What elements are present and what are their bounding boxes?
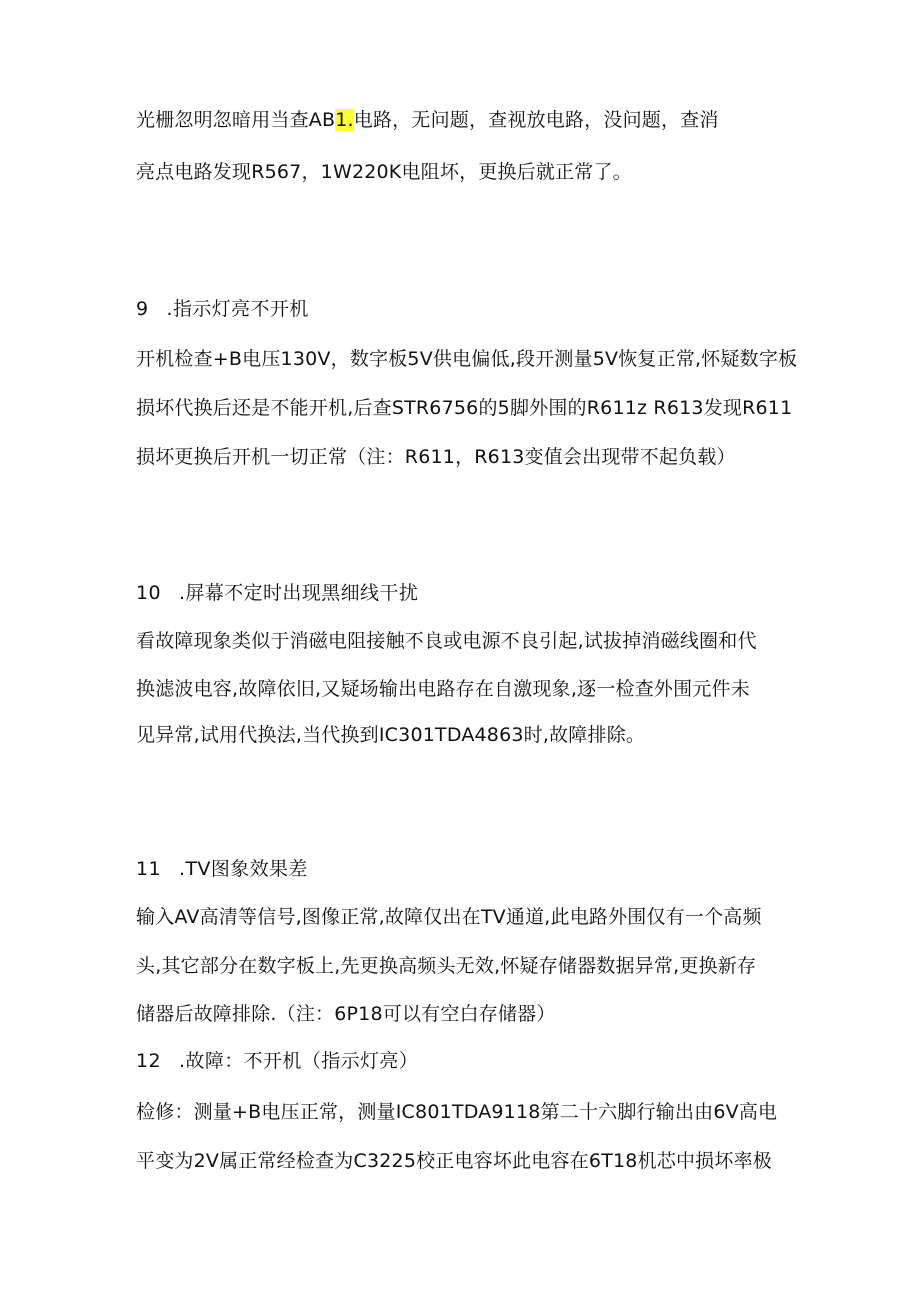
section-9-heading: [136, 296, 309, 322]
section-11-title: .TV图象效果差: [178, 858, 308, 880]
section-11-line-2: 头,其它部分在数字板上,先更换高频头无效,怀疑存储器数据异常,更换新存: [136, 955, 757, 977]
section-9-number: 9: [136, 298, 149, 320]
section-9-line-1: 开机检查+B电压130V，数字板5V供电偏低,段开测量5V恢复正常,怀疑数字板: [136, 348, 798, 370]
section-12-line-2: 平变为2V属正常经检查为C3225校正电容坏此电容在6T18机芯中损坏率极: [136, 1150, 772, 1172]
section-9-line-2: 损坏代换后还是不能开机,后查STR6756的5脚外围的R611z R613发现R611: [136, 397, 793, 419]
section-10-line-2: 换滤波电容,故障依旧,又疑场输出电路存在自激现象,逐一检查外围元件未: [136, 678, 750, 700]
highlighted-text: 1.: [335, 109, 354, 131]
section-10-heading: [136, 580, 418, 606]
section-12-line-1: 检修：测量+B电压正常，测量IC801TDA9118第二十六脚行输出由6V高电: [136, 1101, 778, 1123]
section-10-line-3: 见异常,试用代换法,当代换到IC301TDA4863时,故障排除。: [136, 724, 646, 746]
section-11-line-1: 输入AV高清等信号,图像正常,故障仅出在TV通道,此电路外围仅有一个高频: [136, 906, 762, 928]
section-11-heading: [136, 856, 308, 882]
intro-text-before-highlight: 光栅忽明忽暗用当查AB: [136, 109, 336, 131]
section-11-line-3: 储器后故障排除.（注：6P18可以有空白存储器）: [136, 1003, 556, 1025]
section-10-number: 10: [136, 582, 161, 604]
intro-line-2: 亮点电路发现R567，1W220K电阻坏，更换后就正常了。: [136, 161, 632, 183]
section-10-line-1: 看故障现象类似于消磁电阻接触不良或电源不良引起,试拔掉消磁线圈和代: [136, 630, 757, 652]
section-10-title: .屏幕不定时出现黑细线干扰: [178, 582, 419, 604]
section-11-number: 11: [136, 858, 161, 880]
section-12-number: 12: [136, 1050, 161, 1072]
intro-line-1: [136, 107, 719, 133]
intro-text-after-highlight: 电路，无问题，查视放电路，没问题，查消: [353, 109, 719, 131]
section-12-heading: [136, 1048, 418, 1074]
section-9-title: .指示灯亮不开机: [166, 298, 309, 320]
section-9-line-3: 损坏更换后开机一切正常（注：R611，R613变值会出现带不起负载）: [136, 446, 736, 468]
section-12-title: .故障：不开机（指示灯亮）: [178, 1050, 419, 1072]
